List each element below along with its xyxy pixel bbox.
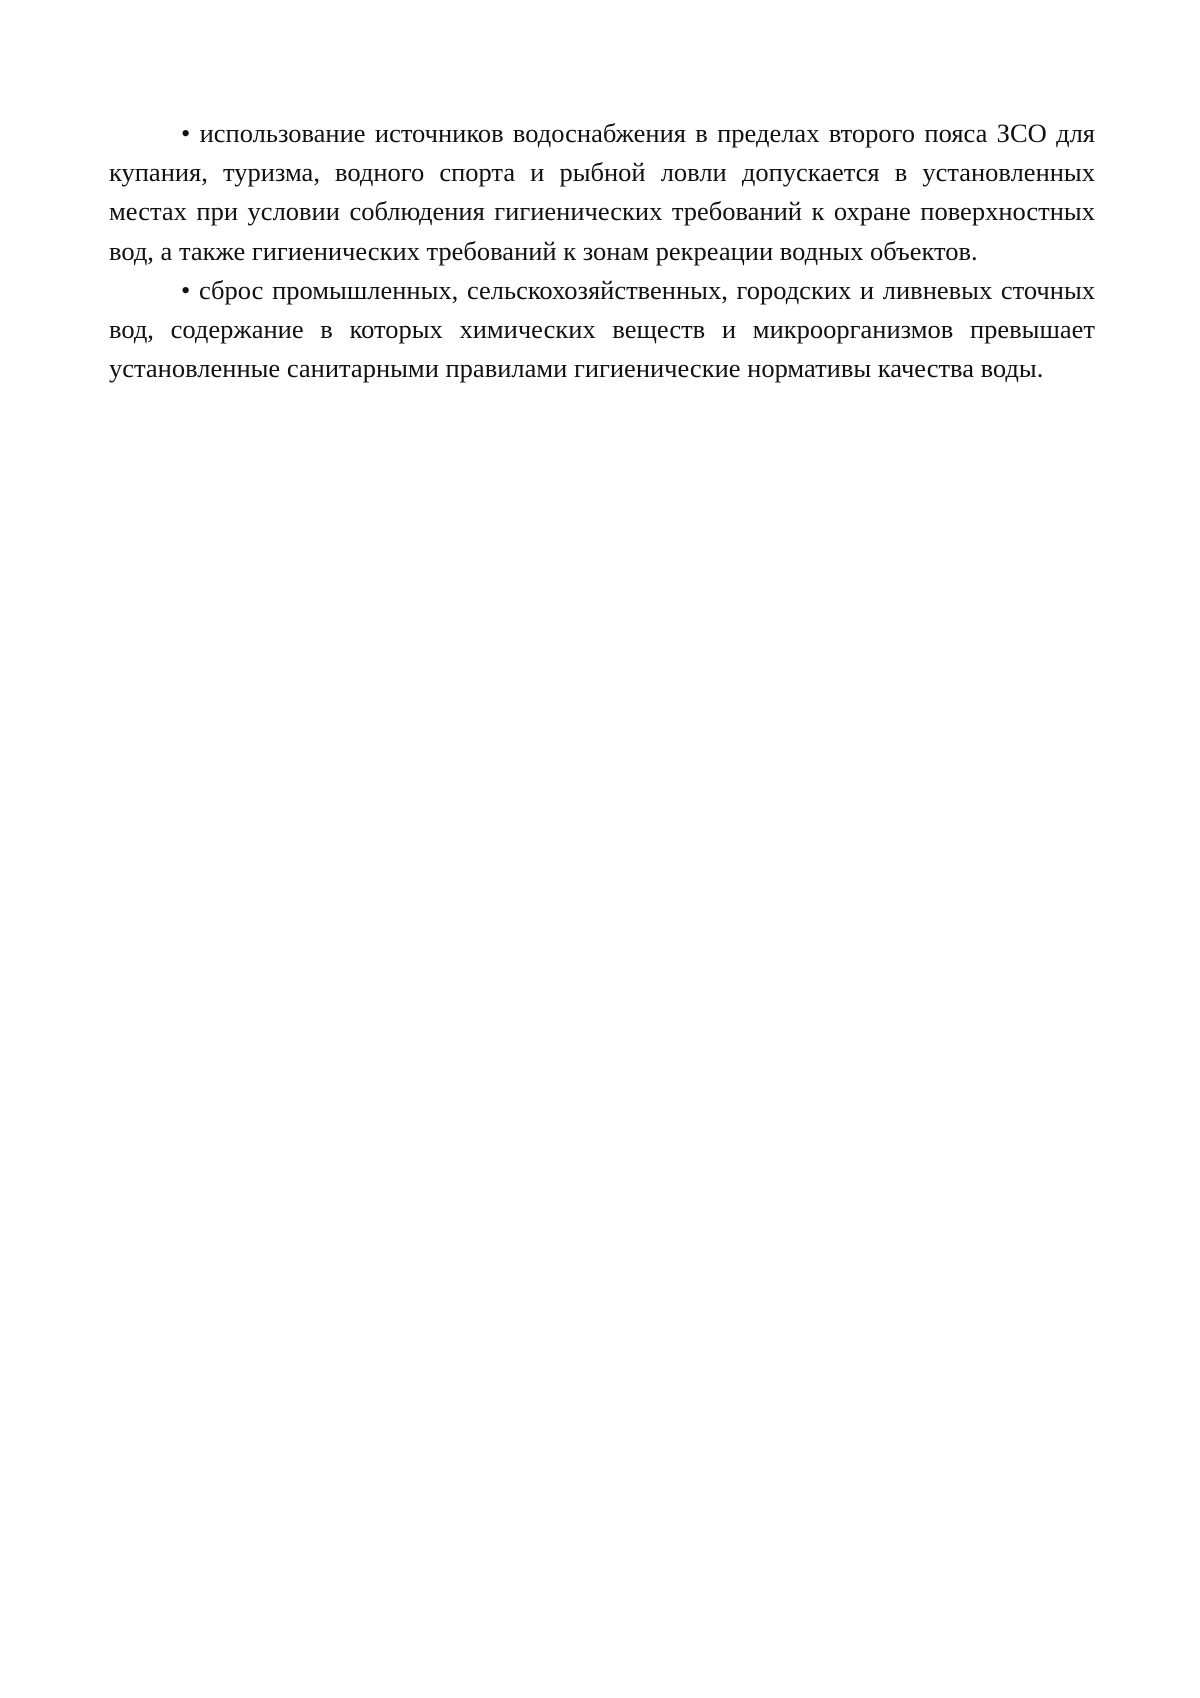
bullet-paragraph-wastewater-discharge: • сброс промышленных, сельскохозяйственных, городских и ливневых сточных вод, содержание в которых химических веществ и микроорганизмов превышает установленные санитарными правилами гигиенические нормативы качества воды. xyxy=(109,274,1095,384)
bullet-paragraph-water-use: • использование источников водоснабжения в пределах второго пояса ЗСО для купания, туризма, водного спорта и рыбной ловли допускается в установленных местах при условии соблюдения гигиенических требований к охране поверхностных вод, а также гигиенических требований к зонам рекреации водных объектов. xyxy=(109,118,1095,266)
document-body xyxy=(109,114,1095,388)
